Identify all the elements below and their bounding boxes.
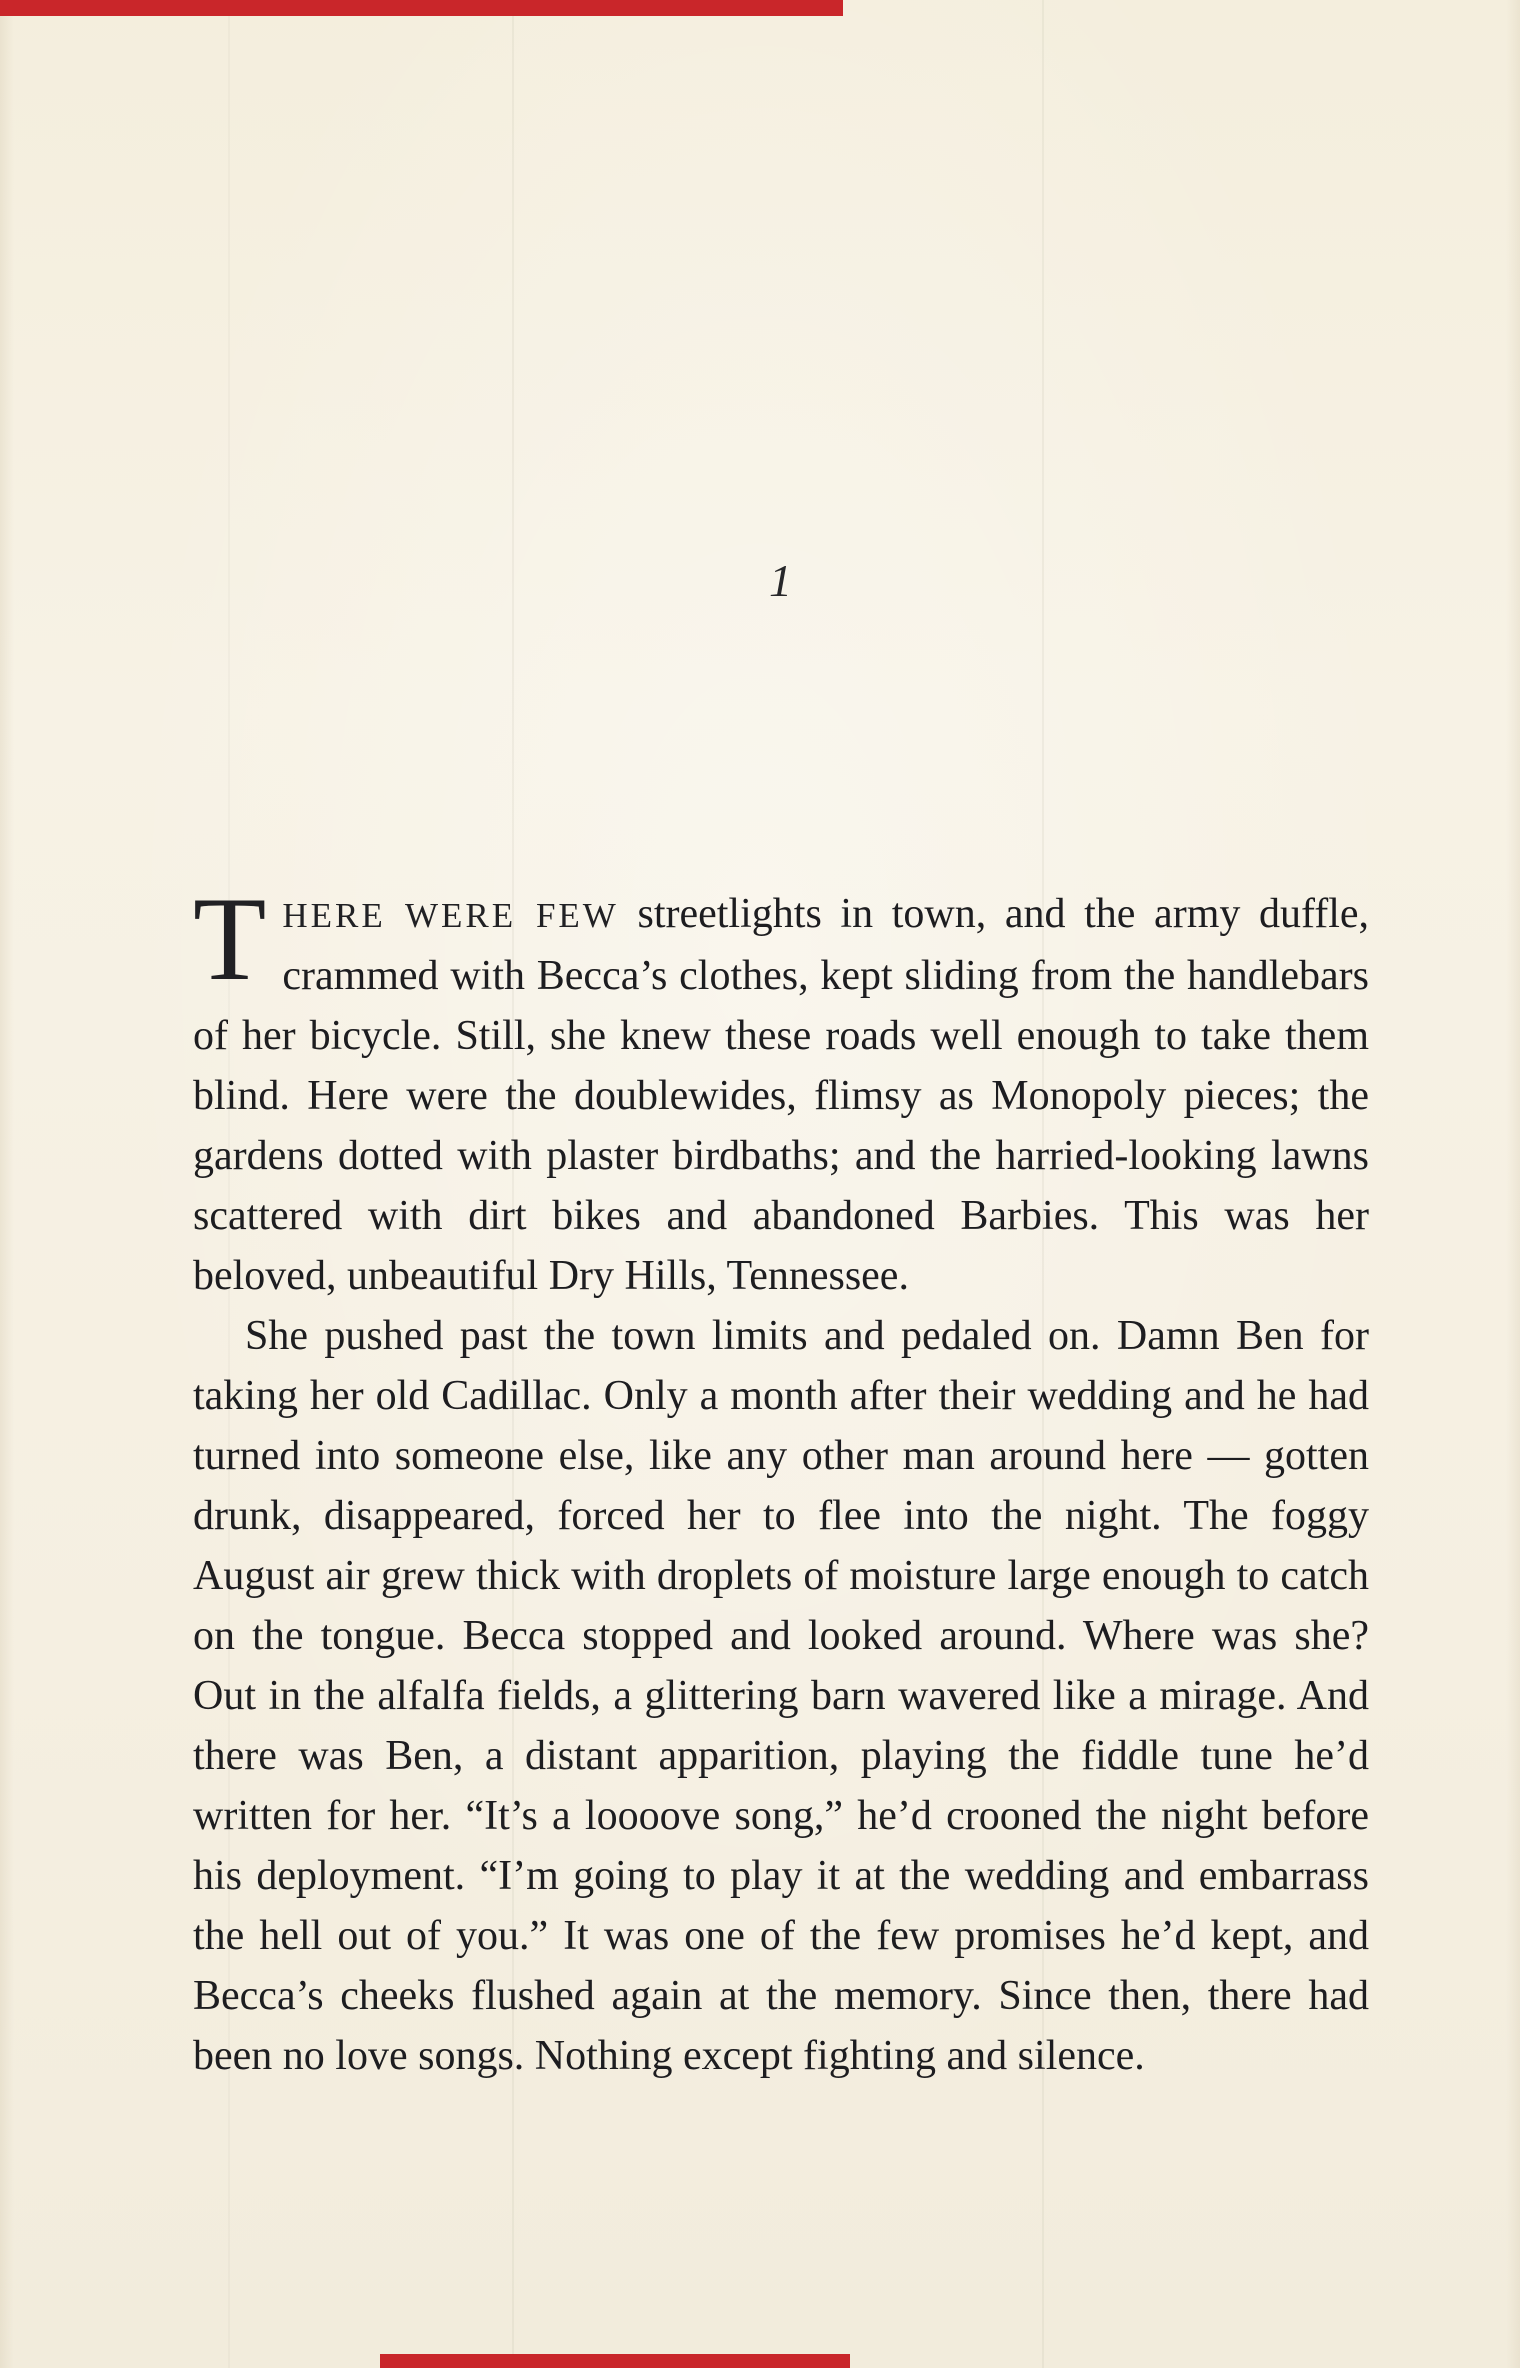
paragraph-2 bbox=[193, 1306, 1369, 2086]
drop-cap-letter: T bbox=[193, 872, 267, 1005]
paragraph-1-text: streetlights in town, and the army duffle, crammed with Becca’s clothes, kept sliding from the handlebars of her bicycle. Still, she knew these roads well enough to take them blind. Here were the doublewides, flimsy as Monopoly pieces; the gardens dotted with plaster birdbaths; and the harried-looking lawns scattered with dirt bikes and abandoned Barbies. This was her beloved, unbeautiful Dry Hills, Tennessee. bbox=[193, 891, 1370, 1299]
paragraph-1 bbox=[193, 872, 1370, 1306]
red-cover-edge-top bbox=[0, 0, 843, 16]
red-cover-edge-bottom bbox=[380, 2354, 850, 2368]
paragraph-2-text: She pushed past the town limits and pedaled on. Damn Ben for taking her old Cadillac. Only a month after their wedding and he had turned into someone else, like any other man around here — gotten drunk, disappeared, forced her to flee into the night. The foggy August air grew thick with droplets of moisture large enough to catch on the tongue. Becca stopped and looked around. Where was she? Out in the alfalfa fields, a glittering barn wavered like a mirage. And there was Ben, a distant apparition, playing the fiddle tune he’d written for her. “It’s a loooove song,” he’d crooned the night before his deployment. “I’m going to play it at the wedding and embarrass the hell out of you.” It was one of the few promises he’d kept, and Becca’s cheeks flushed again at the memory. Since then, there had been no love songs. Nothing except fighting and silence. bbox=[193, 1313, 1369, 2079]
body-text bbox=[193, 872, 1370, 2086]
chapter-number: 1 bbox=[769, 555, 792, 606]
lead-small-caps: HERE WERE FEW bbox=[282, 896, 619, 935]
